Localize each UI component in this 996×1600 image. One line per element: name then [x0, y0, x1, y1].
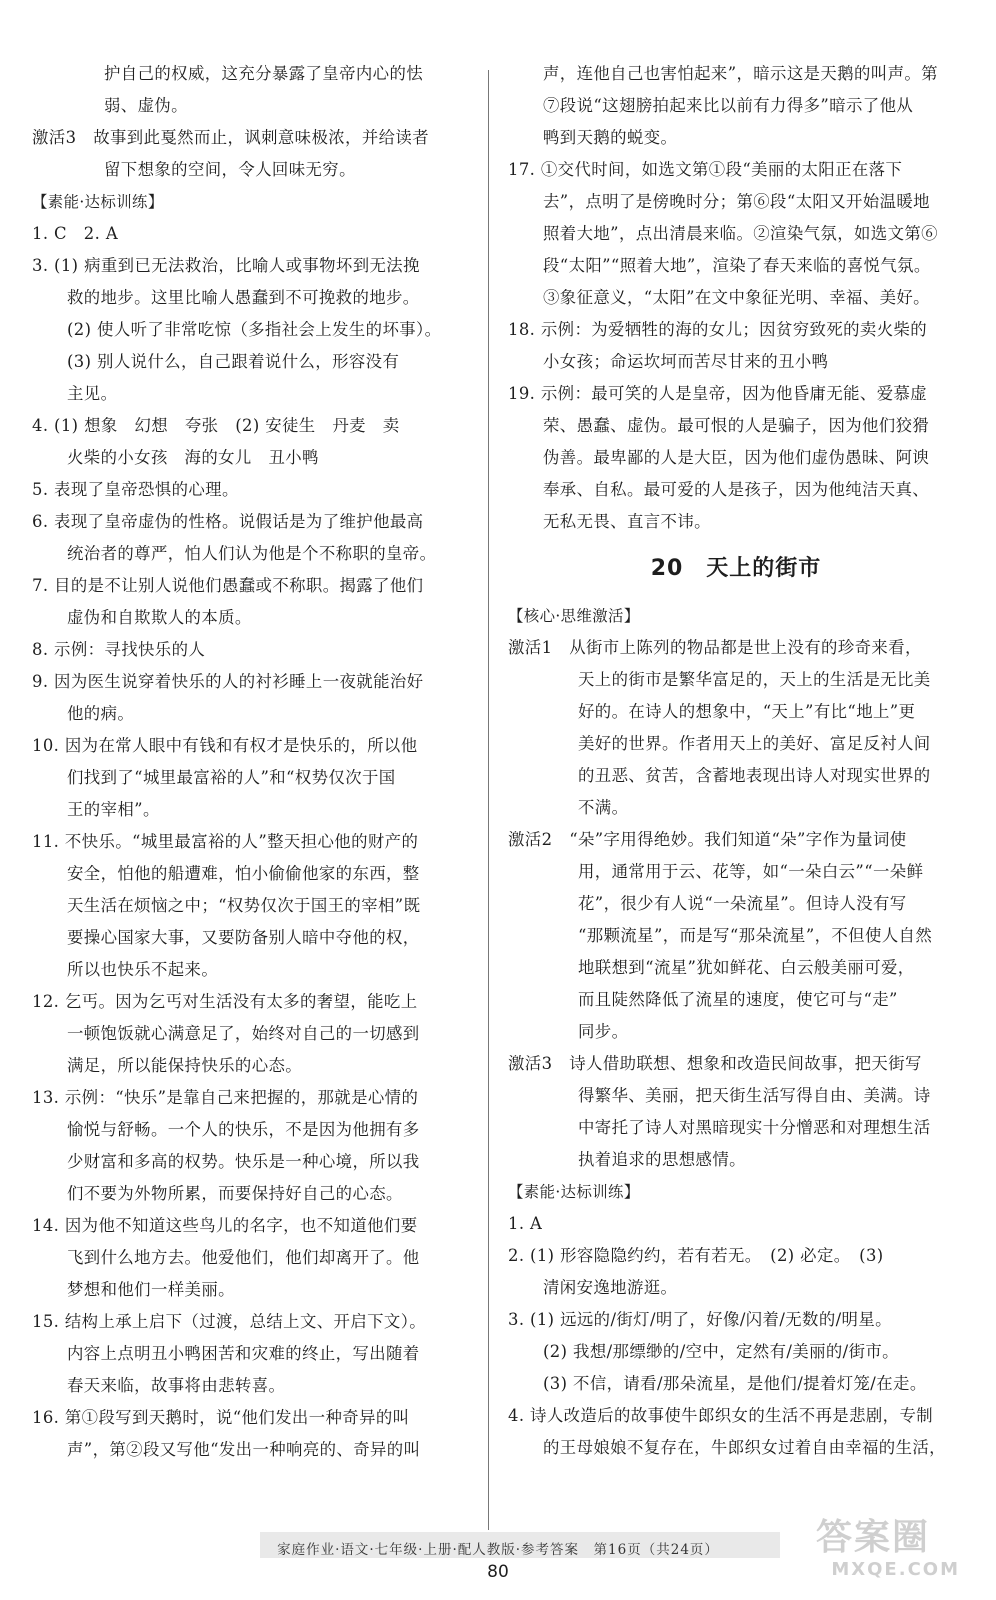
text-line: 8. 示例：寻找快乐的人	[32, 640, 206, 659]
text-line: 火柴的小女孩 海的女儿 丑小鸭	[67, 448, 319, 467]
text-line: 虚伪和自欺欺人的本质。	[67, 608, 252, 627]
text-line: 安全，怕他的船遭难，怕小偷偷他家的东西，整	[67, 864, 420, 883]
text-line: 执着追求的思想感情。	[578, 1150, 746, 1169]
text-line: 荣、愚蠢、虚伪。最可恨的人是骗子，因为他们狡猾	[543, 416, 930, 435]
text-line: 小女孩；命运坎坷而苦尽甘来的丑小鸭	[543, 352, 829, 371]
text-line: ③象征意义，“太阳”在文中象征光明、幸福、美好。	[543, 288, 930, 307]
text-line: 同步。	[578, 1022, 629, 1041]
text-line: 2. (1) 形容隐隐约约，若有若无。 (2) 必定。 (3)	[508, 1246, 884, 1265]
section-heading: 【素能·达标训练】	[32, 193, 164, 211]
text-line: 少财富和多高的权势。快乐是一种心境，所以我	[67, 1152, 420, 1171]
text-line: 3. (1) 病重到已无法救治，比喻人或事物坏到无法挽	[32, 256, 420, 275]
text-line: 王的宰相”。	[67, 800, 160, 819]
text-line: 而且陡然降低了流星的速度，使它可与“走”	[578, 990, 898, 1009]
page-footer: 家庭作业·语文·七年级·上册·配人教版·参考答案 第16页（共24页）	[277, 1542, 719, 1558]
text-line: 奉承、自私。最可爱的人是孩子，因为他纯洁天真、	[543, 480, 930, 499]
text-line: 激活1 从街市上陈列的物品都是世上没有的珍奇来看，	[508, 638, 922, 657]
text-line: 5. 表现了皇帝恐惧的心理。	[32, 480, 239, 499]
text-line: 13. 示例：“快乐”是靠自己来把握的，那就是心情的	[32, 1088, 419, 1107]
text-line: 不满。	[578, 798, 629, 817]
watermark-logo	[816, 1518, 966, 1590]
column-divider	[488, 70, 489, 1530]
text-line: 天上的街市是繁华富足的，天上的生活是无比美	[578, 670, 931, 689]
text-line: 7. 目的是不让别人说他们愚蠢或不称职。揭露了他们	[32, 576, 424, 595]
text-line: (2) 使人听了非常吃惊（多指社会上发生的坏事）。	[67, 320, 442, 339]
section-heading: 【素能·达标训练】	[508, 1183, 640, 1201]
text-line: 17. ①交代时间，如选文第①段“美丽的太阳正在落下	[508, 160, 903, 179]
watermark-title: 答案圈	[816, 1517, 931, 1558]
text-line: 14. 因为他不知道这些鸟儿的名字，也不知道他们要	[32, 1216, 418, 1235]
right-column	[508, 58, 964, 1464]
text-line: 护自己的权威，这充分暴露了皇帝内心的怯	[104, 64, 424, 83]
watermark-url: MXQE.COM	[831, 1559, 960, 1580]
text-line: 1. C 2. A	[32, 224, 119, 243]
text-line: 所以也快乐不起来。	[67, 960, 219, 979]
text-line: 的丑恶、贫苦，含蓄地表现出诗人对现实世界的	[578, 766, 931, 785]
text-line: 鸭到天鹅的蜕变。	[543, 128, 678, 147]
text-line: 激活2 “朵”字用得绝妙。我们知道“朵”字作为量词使	[508, 830, 907, 849]
text-line: 18. 示例：为爱牺牲的海的女儿；因贫穷致死的卖火柴的	[508, 320, 928, 339]
text-line: 内容上点明丑小鸭困苦和灾难的终止，写出随着	[67, 1344, 420, 1363]
text-line: 主见。	[67, 384, 118, 403]
text-line: (2) 我想/那缥缈的/空中，定然有/美丽的/街市。	[543, 1342, 899, 1361]
text-line: 声”，第②段又写他“发出一种响亮的、奇异的叫	[67, 1440, 421, 1459]
text-line: 好的。在诗人的想象中，“天上”有比“地上”更	[578, 702, 916, 721]
text-line: 花”，很少有人说“一朵流星”。但诗人没有写	[578, 894, 907, 913]
text-line: 地联想到“流星”犹如鲜花、白云般美丽可爱，	[578, 958, 915, 977]
chapter-title: 20 天上的街市	[650, 556, 822, 581]
text-line: 伪善。最卑鄙的人是大臣，因为他们虚伪愚昧、阿谀	[543, 448, 930, 467]
text-line: 19. 示例：最可笑的人是皇帝，因为他昏庸无能、爱慕虚	[508, 384, 928, 403]
text-line: 他的病。	[67, 704, 135, 723]
text-line: 激活3 故事到此戛然而止，讽刺意味极浓，并给读者	[32, 128, 430, 147]
text-line: 们找到了“城里最富裕的人”和“权势仅次于国	[67, 768, 396, 787]
text-line: 15. 结构上承上启下（过渡，总结上文、开启下文）。	[32, 1312, 427, 1331]
text-line: (3) 不信，请看/那朵流星，是他们/提着灯笼/在走。	[543, 1374, 927, 1393]
text-line: 要操心国家大事，又要防备别人暗中夺他的权，	[67, 928, 420, 947]
text-line: 统治者的尊严，怕人们认为他是个不称职的皇帝。	[67, 544, 437, 563]
text-line: 得繁华、美丽，把天街生活写得自由、美满。诗	[578, 1086, 931, 1105]
text-line: 11. 不快乐。“城里最富裕的人”整天担心他的财产的	[32, 832, 419, 851]
text-line: 美好的世界。作者用天上的美好、富足反衬人间	[578, 734, 931, 753]
text-line: 声，连他自己也害怕起来”，暗示这是天鹅的叫声。第	[543, 64, 938, 83]
text-line: 4. (1) 想象 幻想 夸张 (2) 安徒生 丹麦 卖	[32, 416, 400, 435]
text-line: 9. 因为医生说穿着快乐的人的衬衫睡上一夜就能治好	[32, 672, 424, 691]
text-line: 中寄托了诗人对黑暗现实十分憎恶和对理想生活	[578, 1118, 931, 1137]
text-line: 无私无畏、直言不讳。	[543, 512, 711, 531]
text-line: 们不要为外物所累，而要保持好自己的心态。	[67, 1184, 403, 1203]
text-line: 6. 表现了皇帝虚伪的性格。说假话是为了维护他最高	[32, 512, 424, 531]
text-line: 梦想和他们一样美丽。	[67, 1280, 235, 1299]
text-line: 照着大地”，点出清晨来临。②渲染气氛，如选文第⑥	[543, 224, 938, 243]
text-line: 10. 因为在常人眼中有钱和有权才是快乐的，所以他	[32, 736, 418, 755]
text-line: 愉悦与舒畅。一个人的快乐，不是因为他拥有多	[67, 1120, 420, 1139]
text-line: 清闲安逸地游逛。	[543, 1278, 678, 1297]
text-line: 16. 第①段写到天鹅时，说“他们发出一种奇异的叫	[32, 1408, 410, 1427]
text-line: 一顿饱饭就心满意足了，始终对自己的一切感到	[67, 1024, 420, 1043]
page-number: 80	[487, 1562, 509, 1582]
text-line: 飞到什么地方去。他爱他们，他们却离开了。他	[67, 1248, 420, 1267]
text-line: 满足，所以能保持快乐的心态。	[67, 1056, 303, 1075]
left-column	[32, 58, 472, 1466]
text-line: 用，通常用于云、花等，如“一朵白云”“一朵鲜	[578, 862, 924, 881]
section-heading: 【核心·思维激活】	[508, 607, 640, 625]
text-line: 4. 诗人改造后的故事使牛郎织女的生活不再是悲剧，专制	[508, 1406, 934, 1425]
text-line: (3) 别人说什么，自己跟着说什么，形容没有	[67, 352, 400, 371]
text-line: 春天来临，故事将由悲转喜。	[67, 1376, 286, 1395]
text-line: 留下想象的空间，令人回味无穷。	[104, 160, 356, 179]
text-line: ⑦段说“这翅膀拍起来比以前有力得多”暗示了他从	[543, 96, 914, 115]
text-line: 救的地步。这里比喻人愚蠢到不可挽救的地步。	[67, 288, 420, 307]
text-line: 1. A	[508, 1214, 543, 1233]
text-line: 激活3 诗人借助联想、想象和改造民间故事，把天街写	[508, 1054, 922, 1073]
text-line: 3. (1) 远远的/街灯/明了，好像/闪着/无数的/明星。	[508, 1310, 892, 1329]
text-line: 12. 乞丐。因为乞丐对生活没有太多的奢望，能吃上	[32, 992, 418, 1011]
text-line: 天生活在烦恼之中；“权势仅次于国王的宰相”既	[67, 896, 421, 915]
text-line: 段“太阳”“照着大地”，渲染了春天来临的喜悦气氛。	[543, 256, 931, 275]
text-line: “那颗流星”，而是写“那朵流星”，不但使人自然	[578, 926, 933, 945]
text-line: 去”，点明了是傍晚时分；第⑥段“太阳又开始温暖地	[543, 192, 930, 211]
text-line: 弱、虚伪。	[104, 96, 188, 115]
text-line: 的王母娘娘不复存在，牛郎织女过着自由幸福的生活，	[543, 1438, 946, 1457]
